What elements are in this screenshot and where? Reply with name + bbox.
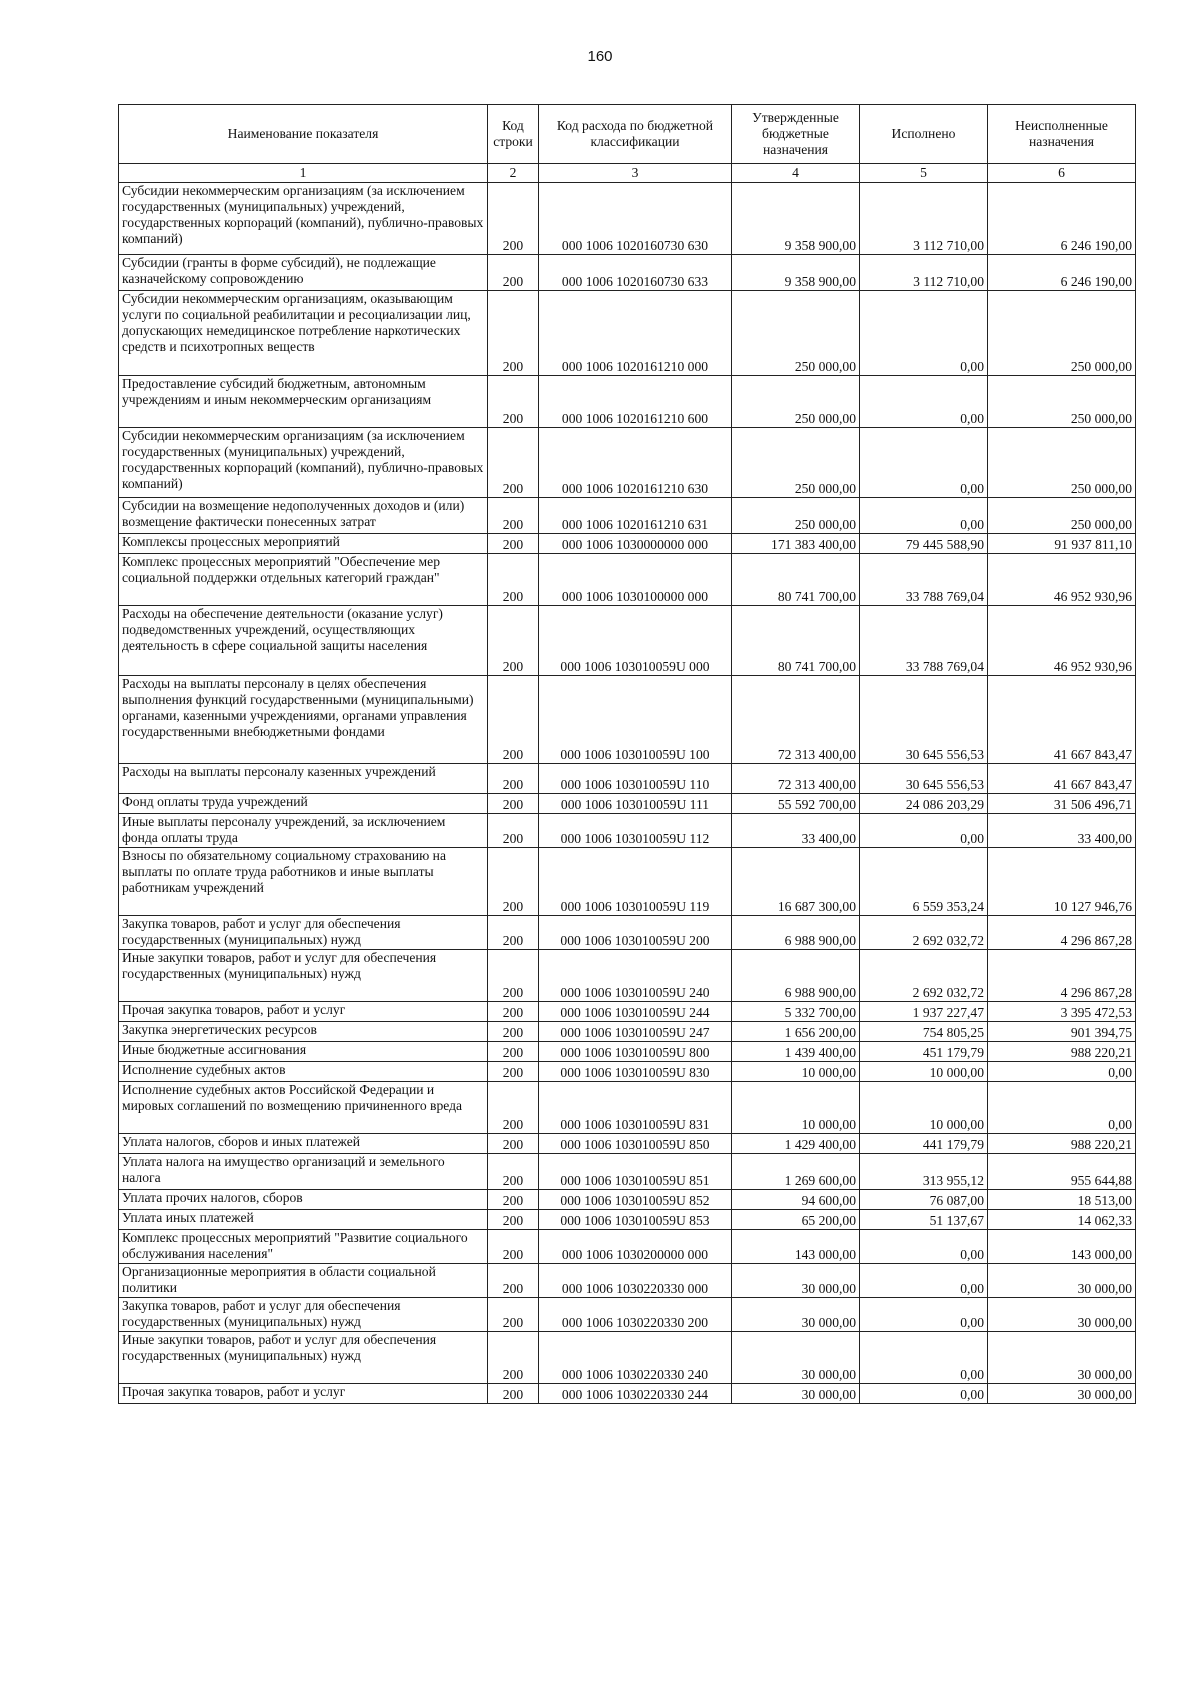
row-approved: 5 332 700,00 <box>732 1002 860 1022</box>
row-code: 200 <box>488 1062 539 1082</box>
row-name: Субсидии некоммерческим организациям, оказывающим услуги по социальной реабилитации и ресоциализации лиц, допускающих немедицинское потребление наркотических средств и психотропных веществ <box>119 291 488 376</box>
row-approved: 80 741 700,00 <box>732 554 860 606</box>
row-approved: 10 000,00 <box>732 1062 860 1082</box>
table-header <box>119 105 1136 183</box>
row-unexecuted: 33 400,00 <box>988 814 1136 848</box>
row-approved: 143 000,00 <box>732 1230 860 1264</box>
row-approved: 30 000,00 <box>732 1298 860 1332</box>
table-row <box>119 814 1136 848</box>
row-executed: 1 937 227,47 <box>860 1002 988 1022</box>
table-row <box>119 428 1136 498</box>
row-kbk: 000 1006 103010059U 240 <box>539 950 732 1002</box>
row-code: 200 <box>488 1264 539 1298</box>
table-row <box>119 1022 1136 1042</box>
row-code: 200 <box>488 1134 539 1154</box>
row-kbk: 000 1006 103010059U 200 <box>539 916 732 950</box>
row-unexecuted: 4 296 867,28 <box>988 950 1136 1002</box>
row-approved: 250 000,00 <box>732 498 860 534</box>
row-kbk: 000 1006 1030000000 000 <box>539 534 732 554</box>
table-row <box>119 1190 1136 1210</box>
row-code: 200 <box>488 1022 539 1042</box>
row-unexecuted: 30 000,00 <box>988 1298 1136 1332</box>
row-kbk: 000 1006 1020161210 630 <box>539 428 732 498</box>
row-name: Фонд оплаты труда учреждений <box>119 794 488 814</box>
row-kbk: 000 1006 103010059U 100 <box>539 676 732 764</box>
row-executed: 3 112 710,00 <box>860 183 988 255</box>
row-unexecuted: 143 000,00 <box>988 1230 1136 1264</box>
table-row <box>119 1082 1136 1134</box>
row-kbk: 000 1006 1030220330 000 <box>539 1264 732 1298</box>
row-code: 200 <box>488 606 539 676</box>
row-name: Прочая закупка товаров, работ и услуг <box>119 1384 488 1404</box>
table-row <box>119 1298 1136 1332</box>
row-name: Расходы на обеспечение деятельности (оказание услуг) подведомственных учреждений, осуществляющих деятельность в сфере социальной защиты населения <box>119 606 488 676</box>
table-row <box>119 794 1136 814</box>
row-unexecuted: 30 000,00 <box>988 1264 1136 1298</box>
row-name: Субсидии (гранты в форме субсидий), не подлежащие казначейскому сопровождению <box>119 255 488 291</box>
table-row <box>119 291 1136 376</box>
row-executed: 0,00 <box>860 498 988 534</box>
row-kbk: 000 1006 1030220330 200 <box>539 1298 732 1332</box>
table-row <box>119 950 1136 1002</box>
header-approved: Утвержденные бюджетные назначения <box>732 105 860 164</box>
table-row <box>119 554 1136 606</box>
row-code: 200 <box>488 1082 539 1134</box>
row-unexecuted: 988 220,21 <box>988 1134 1136 1154</box>
row-name: Субсидии на возмещение недополученных доходов и (или) возмещение фактически понесенных затрат <box>119 498 488 534</box>
row-kbk: 000 1006 1020161210 600 <box>539 376 732 428</box>
row-approved: 9 358 900,00 <box>732 183 860 255</box>
row-kbk: 000 1006 103010059U 244 <box>539 1002 732 1022</box>
row-kbk: 000 1006 103010059U 831 <box>539 1082 732 1134</box>
column-number: 6 <box>988 164 1136 183</box>
column-number: 3 <box>539 164 732 183</box>
column-number: 1 <box>119 164 488 183</box>
row-name: Субсидии некоммерческим организациям (за исключением государственных (муниципальных) учреждений, государственных корпораций (компаний), публично-правовых компаний) <box>119 428 488 498</box>
row-code: 200 <box>488 1190 539 1210</box>
row-code: 200 <box>488 676 539 764</box>
table-row <box>119 1332 1136 1384</box>
column-number: 5 <box>860 164 988 183</box>
row-executed: 754 805,25 <box>860 1022 988 1042</box>
row-executed: 0,00 <box>860 428 988 498</box>
row-code: 200 <box>488 794 539 814</box>
row-unexecuted: 3 395 472,53 <box>988 1002 1136 1022</box>
row-unexecuted: 0,00 <box>988 1062 1136 1082</box>
row-executed: 0,00 <box>860 1332 988 1384</box>
row-unexecuted: 46 952 930,96 <box>988 554 1136 606</box>
row-executed: 30 645 556,53 <box>860 764 988 794</box>
table-row <box>119 1210 1136 1230</box>
row-name: Уплата налога на имущество организаций и земельного налога <box>119 1154 488 1190</box>
row-code: 200 <box>488 1154 539 1190</box>
row-kbk: 000 1006 103010059U 000 <box>539 606 732 676</box>
row-executed: 10 000,00 <box>860 1062 988 1082</box>
row-code: 200 <box>488 428 539 498</box>
row-unexecuted: 41 667 843,47 <box>988 676 1136 764</box>
row-name: Комплексы процессных мероприятий <box>119 534 488 554</box>
row-approved: 6 988 900,00 <box>732 950 860 1002</box>
table-row <box>119 1134 1136 1154</box>
row-executed: 10 000,00 <box>860 1082 988 1134</box>
table-row <box>119 1230 1136 1264</box>
row-unexecuted: 30 000,00 <box>988 1332 1136 1384</box>
table-row <box>119 848 1136 916</box>
row-kbk: 000 1006 1030220330 244 <box>539 1384 732 1404</box>
page-number: 160 <box>587 48 613 65</box>
table-row <box>119 183 1136 255</box>
row-name: Иные закупки товаров, работ и услуг для обеспечения государственных (муниципальных) нужд <box>119 1332 488 1384</box>
row-kbk: 000 1006 1030100000 000 <box>539 554 732 606</box>
row-unexecuted: 250 000,00 <box>988 498 1136 534</box>
column-number: 2 <box>488 164 539 183</box>
row-executed: 0,00 <box>860 1264 988 1298</box>
row-unexecuted: 901 394,75 <box>988 1022 1136 1042</box>
row-executed: 2 692 032,72 <box>860 916 988 950</box>
row-code: 200 <box>488 1384 539 1404</box>
row-approved: 250 000,00 <box>732 428 860 498</box>
table-row <box>119 606 1136 676</box>
row-name: Предоставление субсидий бюджетным, автономным учреждениям и иным некоммерческим организациям <box>119 376 488 428</box>
row-name: Уплата налогов, сборов и иных платежей <box>119 1134 488 1154</box>
row-approved: 10 000,00 <box>732 1082 860 1134</box>
budget-execution-table <box>118 104 1136 1404</box>
row-kbk: 000 1006 103010059U 800 <box>539 1042 732 1062</box>
table-row <box>119 1002 1136 1022</box>
row-approved: 1 269 600,00 <box>732 1154 860 1190</box>
row-unexecuted: 41 667 843,47 <box>988 764 1136 794</box>
row-kbk: 000 1006 103010059U 852 <box>539 1190 732 1210</box>
row-executed: 2 692 032,72 <box>860 950 988 1002</box>
row-unexecuted: 18 513,00 <box>988 1190 1136 1210</box>
row-code: 200 <box>488 534 539 554</box>
row-kbk: 000 1006 103010059U 850 <box>539 1134 732 1154</box>
row-code: 200 <box>488 1332 539 1384</box>
row-kbk: 000 1006 103010059U 853 <box>539 1210 732 1230</box>
row-kbk: 000 1006 103010059U 247 <box>539 1022 732 1042</box>
row-unexecuted: 0,00 <box>988 1082 1136 1134</box>
row-executed: 451 179,79 <box>860 1042 988 1062</box>
row-name: Иные выплаты персоналу учреждений, за исключением фонда оплаты труда <box>119 814 488 848</box>
row-name: Иные бюджетные ассигнования <box>119 1042 488 1062</box>
row-unexecuted: 4 296 867,28 <box>988 916 1136 950</box>
row-executed: 51 137,67 <box>860 1210 988 1230</box>
row-executed: 79 445 588,90 <box>860 534 988 554</box>
row-name: Взносы по обязательному социальному страхованию на выплаты по оплате труда работников и иные выплаты работникам учреждений <box>119 848 488 916</box>
row-kbk: 000 1006 1020160730 630 <box>539 183 732 255</box>
row-executed: 3 112 710,00 <box>860 255 988 291</box>
row-executed: 0,00 <box>860 1230 988 1264</box>
row-approved: 30 000,00 <box>732 1264 860 1298</box>
row-executed: 313 955,12 <box>860 1154 988 1190</box>
row-approved: 6 988 900,00 <box>732 916 860 950</box>
row-approved: 94 600,00 <box>732 1190 860 1210</box>
row-unexecuted: 30 000,00 <box>988 1384 1136 1404</box>
row-executed: 0,00 <box>860 1384 988 1404</box>
row-kbk: 000 1006 1030220330 240 <box>539 1332 732 1384</box>
row-code: 200 <box>488 848 539 916</box>
row-approved: 1 439 400,00 <box>732 1042 860 1062</box>
table-row <box>119 916 1136 950</box>
row-name: Субсидии некоммерческим организациям (за исключением государственных (муниципальных) учреждений, государственных корпораций (компаний), публично-правовых компаний) <box>119 183 488 255</box>
row-name: Комплекс процессных мероприятий "Развитие социального обслуживания населения" <box>119 1230 488 1264</box>
row-code: 200 <box>488 814 539 848</box>
row-kbk: 000 1006 103010059U 119 <box>539 848 732 916</box>
row-approved: 1 656 200,00 <box>732 1022 860 1042</box>
row-code: 200 <box>488 1298 539 1332</box>
row-executed: 0,00 <box>860 291 988 376</box>
table-row <box>119 764 1136 794</box>
row-executed: 0,00 <box>860 814 988 848</box>
row-unexecuted: 988 220,21 <box>988 1042 1136 1062</box>
table-row <box>119 1154 1136 1190</box>
row-code: 200 <box>488 764 539 794</box>
row-approved: 30 000,00 <box>732 1332 860 1384</box>
row-approved: 33 400,00 <box>732 814 860 848</box>
table-row <box>119 1384 1136 1404</box>
table-row <box>119 498 1136 534</box>
row-approved: 80 741 700,00 <box>732 606 860 676</box>
row-kbk: 000 1006 103010059U 830 <box>539 1062 732 1082</box>
table-body <box>119 183 1136 1404</box>
row-executed: 0,00 <box>860 376 988 428</box>
row-unexecuted: 31 506 496,71 <box>988 794 1136 814</box>
row-unexecuted: 14 062,33 <box>988 1210 1136 1230</box>
row-approved: 30 000,00 <box>732 1384 860 1404</box>
row-kbk: 000 1006 103010059U 110 <box>539 764 732 794</box>
table-row <box>119 534 1136 554</box>
row-name: Закупка товаров, работ и услуг для обеспечения государственных (муниципальных) нужд <box>119 1298 488 1332</box>
row-executed: 33 788 769,04 <box>860 554 988 606</box>
row-executed: 441 179,79 <box>860 1134 988 1154</box>
row-name: Прочая закупка товаров, работ и услуг <box>119 1002 488 1022</box>
row-approved: 1 429 400,00 <box>732 1134 860 1154</box>
row-kbk: 000 1006 103010059U 112 <box>539 814 732 848</box>
row-approved: 65 200,00 <box>732 1210 860 1230</box>
row-kbk: 000 1006 1020161210 631 <box>539 498 732 534</box>
row-unexecuted: 10 127 946,76 <box>988 848 1136 916</box>
row-kbk: 000 1006 1020161210 000 <box>539 291 732 376</box>
row-unexecuted: 46 952 930,96 <box>988 606 1136 676</box>
row-executed: 24 086 203,29 <box>860 794 988 814</box>
row-approved: 250 000,00 <box>732 376 860 428</box>
row-unexecuted: 250 000,00 <box>988 376 1136 428</box>
row-code: 200 <box>488 950 539 1002</box>
header-kbk: Код расхода по бюджетной классификации <box>539 105 732 164</box>
column-number: 4 <box>732 164 860 183</box>
row-code: 200 <box>488 554 539 606</box>
header-code: Код строки <box>488 105 539 164</box>
row-name: Уплата прочих налогов, сборов <box>119 1190 488 1210</box>
row-unexecuted: 6 246 190,00 <box>988 255 1136 291</box>
row-approved: 72 313 400,00 <box>732 764 860 794</box>
row-name: Иные закупки товаров, работ и услуг для обеспечения государственных (муниципальных) нужд <box>119 950 488 1002</box>
row-code: 200 <box>488 498 539 534</box>
table-row <box>119 376 1136 428</box>
row-code: 200 <box>488 1002 539 1022</box>
row-name: Комплекс процессных мероприятий "Обеспечение мер социальной поддержки отдельных категорий граждан" <box>119 554 488 606</box>
row-code: 200 <box>488 291 539 376</box>
row-code: 200 <box>488 183 539 255</box>
row-kbk: 000 1006 103010059U 111 <box>539 794 732 814</box>
header-name: Наименование показателя <box>119 105 488 164</box>
row-approved: 16 687 300,00 <box>732 848 860 916</box>
row-code: 200 <box>488 1210 539 1230</box>
row-code: 200 <box>488 1230 539 1264</box>
row-name: Закупка товаров, работ и услуг для обеспечения государственных (муниципальных) нужд <box>119 916 488 950</box>
row-name: Расходы на выплаты персоналу в целях обеспечения выполнения функций государственными (муниципальными) органами, казенными учреждениями, органами управления государственными внебюджетными фондами <box>119 676 488 764</box>
row-name: Организационные мероприятия в области социальной политики <box>119 1264 488 1298</box>
row-executed: 6 559 353,24 <box>860 848 988 916</box>
row-executed: 76 087,00 <box>860 1190 988 1210</box>
table-row <box>119 676 1136 764</box>
row-code: 200 <box>488 255 539 291</box>
table-row <box>119 1042 1136 1062</box>
row-name: Закупка энергетических ресурсов <box>119 1022 488 1042</box>
row-unexecuted: 250 000,00 <box>988 291 1136 376</box>
row-kbk: 000 1006 1030200000 000 <box>539 1230 732 1264</box>
row-approved: 9 358 900,00 <box>732 255 860 291</box>
row-unexecuted: 250 000,00 <box>988 428 1136 498</box>
row-executed: 30 645 556,53 <box>860 676 988 764</box>
table-row <box>119 1062 1136 1082</box>
row-unexecuted: 91 937 811,10 <box>988 534 1136 554</box>
row-code: 200 <box>488 916 539 950</box>
row-name: Уплата иных платежей <box>119 1210 488 1230</box>
row-name: Исполнение судебных актов Российской Федерации и мировых соглашений по возмещению причиненного вреда <box>119 1082 488 1134</box>
table-row <box>119 1264 1136 1298</box>
row-name: Исполнение судебных актов <box>119 1062 488 1082</box>
row-executed: 0,00 <box>860 1298 988 1332</box>
row-code: 200 <box>488 376 539 428</box>
row-approved: 55 592 700,00 <box>732 794 860 814</box>
row-kbk: 000 1006 103010059U 851 <box>539 1154 732 1190</box>
row-approved: 72 313 400,00 <box>732 676 860 764</box>
table-row <box>119 255 1136 291</box>
row-kbk: 000 1006 1020160730 633 <box>539 255 732 291</box>
row-unexecuted: 6 246 190,00 <box>988 183 1136 255</box>
row-name: Расходы на выплаты персоналу казенных учреждений <box>119 764 488 794</box>
row-unexecuted: 955 644,88 <box>988 1154 1136 1190</box>
header-unexecuted: Неисполненные назначения <box>988 105 1136 164</box>
row-code: 200 <box>488 1042 539 1062</box>
row-approved: 250 000,00 <box>732 291 860 376</box>
header-executed: Исполнено <box>860 105 988 164</box>
row-executed: 33 788 769,04 <box>860 606 988 676</box>
row-approved: 171 383 400,00 <box>732 534 860 554</box>
